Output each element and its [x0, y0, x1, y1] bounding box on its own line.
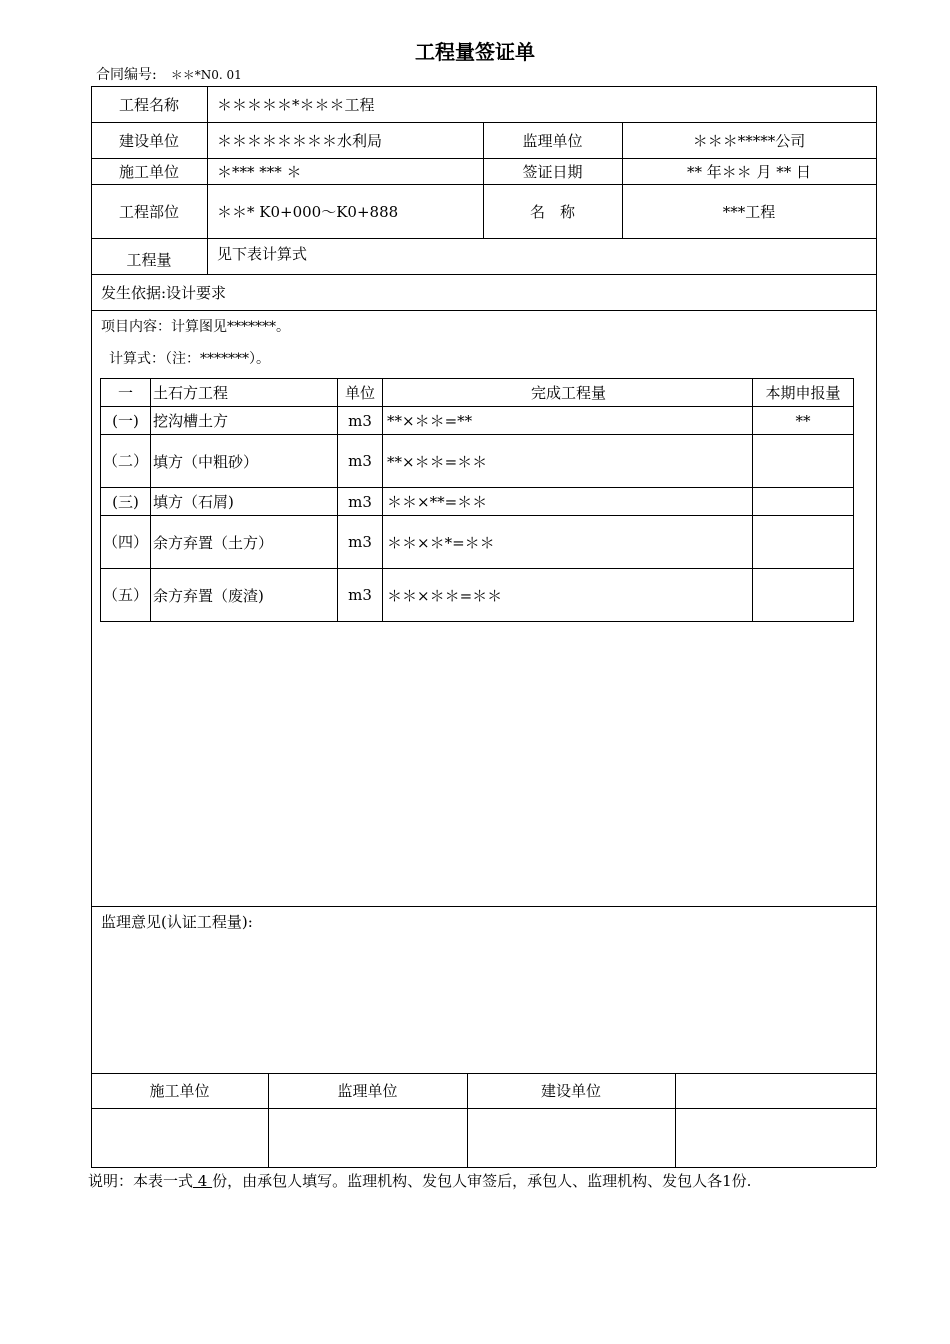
row-reported: [753, 516, 854, 569]
project-name-label: 工程名称: [118, 95, 179, 114]
contract-number-label: 合同编号:: [96, 67, 157, 83]
row-num: (三): [101, 488, 151, 516]
row-calc: ＊＊×＊＊=＊＊: [383, 569, 753, 622]
row-num: (一): [101, 407, 151, 435]
calc-table-header: [101, 379, 854, 407]
signature-builder-label: 建设单位: [540, 1082, 601, 1100]
supervision-opinion-label: 监理意见(认证工程量):: [101, 913, 253, 931]
basis-text: 发生依据:设计要求: [101, 283, 227, 302]
row-unit: m3: [338, 488, 383, 516]
table-row: [101, 516, 854, 569]
row-calc: **×＊＊=**: [383, 407, 753, 435]
contractor-value: ＊*** *** ＊: [217, 162, 302, 181]
supervisor-label: 监理单位: [522, 131, 583, 150]
formula-line: 计算式：（注：*******）。: [109, 351, 270, 367]
row-num: （四）: [101, 516, 151, 569]
row-reported: [753, 569, 854, 622]
row-reported: **: [753, 407, 854, 435]
builder-value: ＊＊＊＊＊＊＊＊水利局: [217, 131, 383, 150]
row-reported: [753, 435, 854, 488]
row-reported: [753, 488, 854, 516]
visa-date-value: ** 年＊＊ 月 ** 日: [686, 162, 812, 181]
row-calc: **×＊＊=＊＊: [383, 435, 753, 488]
name-value: ***工程: [722, 202, 776, 221]
col-num-header: 一: [101, 379, 151, 407]
footnote: [88, 1170, 751, 1191]
table-row: [101, 435, 854, 488]
footnote-suffix: 份，由承包人填写。监理机构、发包人审签后，承包人、监理机构、发包人各1份.: [212, 1172, 752, 1190]
signature-blank-label: [675, 1073, 876, 1108]
col-unit-header: 单位: [338, 379, 383, 407]
table-row: [101, 407, 854, 435]
row-calc: ＊＊×＊*=＊＊: [383, 516, 753, 569]
contractor-label: 施工单位: [118, 162, 179, 181]
col-name-header: 土石方工程: [151, 379, 338, 407]
table-row: [101, 488, 854, 516]
row-num: （二）: [101, 435, 151, 488]
col-reported-header: 本期申报量: [753, 379, 854, 407]
content-line: 项目内容：计算图见*******。: [101, 319, 290, 335]
row-name: 填方（石屑): [151, 488, 338, 516]
builder-label: 建设单位: [118, 131, 179, 150]
col-calc-header: 完成工程量: [383, 379, 753, 407]
supervisor-value: ＊＊＊*****公司: [692, 131, 806, 150]
quantity-value: 见下表计算式: [217, 245, 308, 263]
row-name: 余方弃置（废渣): [151, 569, 338, 622]
quantity-label: 工程量: [126, 250, 172, 269]
signature-contractor-label: 施工单位: [149, 1082, 210, 1100]
visa-date-label: 签证日期: [522, 162, 583, 181]
footnote-copies: 4: [193, 1172, 213, 1190]
location-label: 工程部位: [118, 202, 179, 221]
contract-number: [96, 64, 242, 84]
contract-number-value: ＊＊*N0. 01: [170, 68, 242, 82]
row-unit: m3: [338, 435, 383, 488]
table-row: [101, 569, 854, 622]
row-num: （五）: [101, 569, 151, 622]
row-unit: m3: [338, 516, 383, 569]
row-unit: m3: [338, 407, 383, 435]
calc-table: [100, 378, 854, 622]
row-name: 填方（中粗砂）: [151, 435, 338, 488]
row-calc: ＊＊×**=＊＊: [383, 488, 753, 516]
page-title: 工程量签证单: [415, 40, 535, 64]
row-name: 余方弃置（土方）: [151, 516, 338, 569]
location-value: ＊＊* K0+000～K0+888: [217, 202, 399, 221]
name-label: 名 称: [529, 202, 575, 221]
row-unit: m3: [338, 569, 383, 622]
signature-supervisor-label: 监理单位: [337, 1082, 398, 1100]
project-name-value: ＊＊＊＊＊*＊＊＊工程: [217, 95, 375, 114]
row-name: 挖沟槽土方: [151, 407, 338, 435]
footnote-prefix: 说明：本表一式: [88, 1172, 194, 1190]
